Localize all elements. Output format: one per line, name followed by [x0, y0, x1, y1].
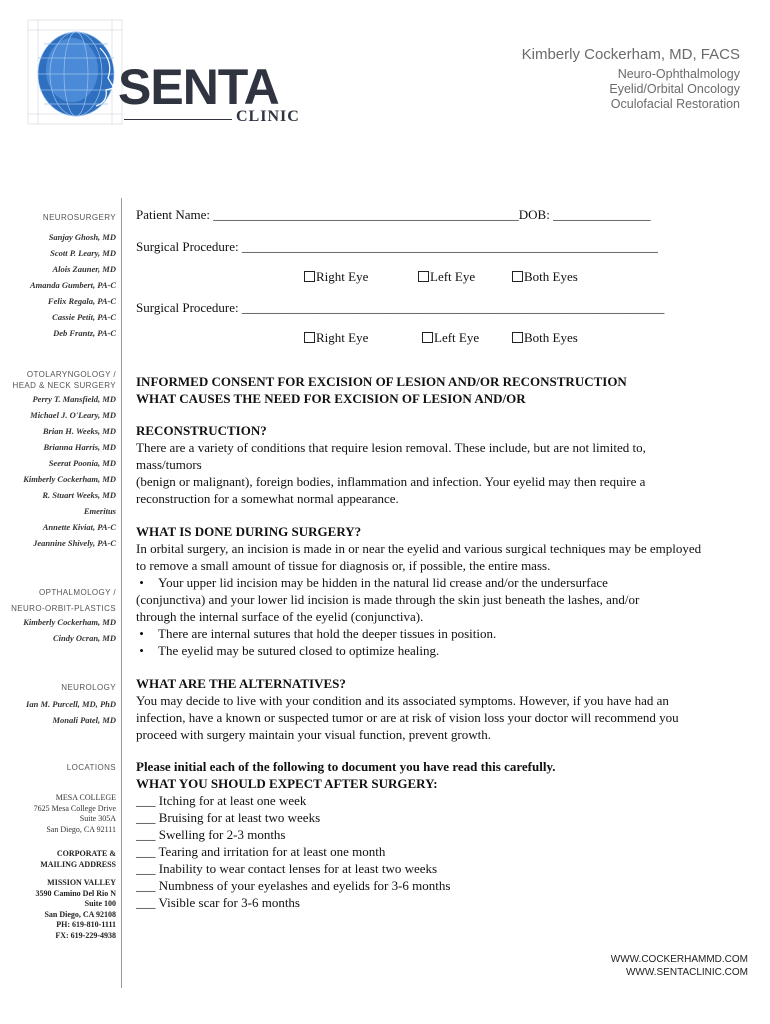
initial-item[interactable]: ___ Itching for at least one week	[136, 793, 307, 808]
staff-name: Annette Kiviat, PA-C	[42, 522, 116, 532]
staff-name: Emeritus	[83, 506, 116, 516]
checkbox-icon	[512, 332, 523, 343]
eye-selection-2	[136, 329, 746, 349]
initial-item[interactable]: ___ Tearing and irritation for at least one month	[136, 844, 386, 859]
paragraph: through the internal surface of the eyelid (conjunctiva).	[136, 609, 424, 624]
paragraph: In orbital surgery, an incision is made in or near the eyelid and various surgical techniques may be employed	[136, 541, 702, 556]
staff-name: Monali Patel, MD	[52, 715, 116, 725]
initial-item[interactable]: ___ Visible scar for 3-6 months	[136, 895, 300, 910]
doctor-info	[522, 46, 740, 112]
dept-heading: OPTHALMOLOGY /	[38, 588, 116, 597]
initial-item[interactable]: ___ Swelling for 2-3 months	[136, 827, 286, 842]
section-heading: WHAT CAUSES THE NEED FOR EXCISION OF LESION AND/OR	[136, 391, 526, 406]
initial-item[interactable]: ___ Bruising for at least two weeks	[136, 810, 321, 825]
checkbox-label: Both Eyes	[524, 269, 578, 284]
address-line: San Diego, CA 92108	[44, 909, 116, 919]
brand-subtitle: CLINIC	[236, 108, 300, 125]
checkbox-label: Right Eye	[316, 330, 369, 345]
checkbox-label: Right Eye	[316, 269, 369, 284]
checkbox-label: Both Eyes	[524, 330, 578, 345]
dept-heading: NEUROSURGERY	[42, 213, 116, 222]
fax-number: FX: 619-229-4938	[55, 930, 116, 940]
address-line: Suite 100	[84, 899, 116, 908]
sidebar-divider	[121, 198, 122, 988]
address-line: Suite 305A	[79, 814, 116, 823]
address-line: San Diego, CA 92111	[46, 824, 116, 834]
dept-heading: HEAD & NECK SURGERY	[12, 381, 116, 390]
staff-name: Kimberly Cockerham, MD	[23, 617, 116, 627]
dept-heading: NEURO-ORBIT-PLASTICS	[11, 604, 116, 613]
bullet-item: • Your upper lid incision may be hidden in the natural lid crease and/or the undersurface	[136, 575, 608, 590]
staff-name: Perry T. Mansfield, MD	[32, 394, 116, 404]
dept-heading: NEUROLOGY	[61, 683, 116, 692]
staff-sidebar	[0, 212, 116, 941]
section-heading: WHAT YOU SHOULD EXPECT AFTER SURGERY:	[136, 776, 438, 791]
website-link[interactable]: WWW.COCKERHAMMD.COM	[610, 954, 748, 965]
checkbox-icon	[418, 271, 429, 282]
staff-name: Jeannine Shively, PA-C	[33, 538, 116, 548]
instruction-heading: Please initial each of the following to document you have read this carefully.	[136, 759, 556, 774]
patient-name-dob-field[interactable]: Patient Name: _______________________________________________DOB: _______________	[136, 207, 651, 222]
paragraph: to remove a small amount of tissue for diagnosis or, if possible, the entire mass.	[136, 558, 551, 573]
checkbox-icon	[304, 332, 315, 343]
location-title: MESA COLLEGE	[55, 793, 116, 802]
paragraph: proceed with surgery maintain your visual function, prevent growth.	[136, 727, 492, 742]
eye-selection-1	[136, 268, 746, 288]
surgical-procedure-field-1[interactable]: Surgical Procedure: ________________________________________________________________	[136, 239, 658, 254]
both-eyes-checkbox-2[interactable]	[512, 329, 578, 346]
paragraph: There are a variety of conditions that require lesion removal. These include, but are not limited to,	[136, 440, 646, 455]
address-line: 3590 Camino Del Rio N	[35, 888, 116, 898]
bullet-item: • The eyelid may be sutured closed to optimize healing.	[136, 643, 440, 658]
left-eye-checkbox-2[interactable]	[422, 329, 479, 346]
checkbox-label: Left Eye	[434, 330, 480, 345]
staff-name: Amanda Gumbert, PA-C	[29, 280, 116, 290]
phone-number: PH: 619-810-1111	[56, 920, 116, 929]
consent-form	[136, 206, 746, 911]
checkbox-label: Left Eye	[430, 269, 476, 284]
right-eye-checkbox-2[interactable]	[304, 329, 368, 346]
location-title: MAILING ADDRESS	[40, 859, 116, 869]
both-eyes-checkbox-1[interactable]	[512, 268, 578, 285]
paragraph: mass/tumors	[136, 457, 202, 472]
doctor-name: Kimberly Cockerham, MD, FACS	[521, 46, 740, 63]
staff-name: Felix Regala, PA-C	[47, 296, 116, 306]
head-globe-icon	[22, 18, 132, 128]
paragraph: reconstruction for a somewhat normal appearance.	[136, 491, 399, 506]
website-link[interactable]: WWW.SENTACLINIC.COM	[625, 967, 748, 978]
staff-name: Sanjay Ghosh, MD	[48, 232, 116, 242]
staff-name: Ian M. Purcell, MD, PhD	[26, 699, 116, 709]
dept-heading: OTOLARYNGOLOGY /	[26, 370, 116, 379]
staff-name: Kimberly Cockerham, MD	[23, 474, 116, 484]
staff-name: Brian H. Weeks, MD	[42, 426, 116, 436]
staff-name: Brianna Harris, MD	[43, 442, 116, 452]
paragraph: (conjunctiva) and your lower lid incision is made through the skin just beneath the lashes, and/or	[136, 592, 640, 607]
section-heading: WHAT IS DONE DURING SURGERY?	[136, 524, 362, 539]
brand-divider	[124, 119, 232, 120]
section-heading: RECONSTRUCTION?	[136, 423, 267, 438]
right-eye-checkbox-1[interactable]	[304, 268, 368, 285]
location-title: MISSION VALLEY	[47, 878, 116, 887]
staff-name: Deb Frantz, PA-C	[53, 328, 116, 338]
paragraph: You may decide to live with your condition and its associated symptoms. However, if you have had an	[136, 693, 669, 708]
paragraph: (benign or malignant), foreign bodies, inflammation and infection. Your eyelid may then require a	[136, 474, 646, 489]
senta-logo	[22, 18, 300, 128]
address-line: 7625 Mesa College Drive	[33, 803, 116, 813]
initial-item[interactable]: ___ Numbness of your eyelashes and eyelids for 3-6 months	[136, 878, 451, 893]
location-title: CORPORATE &	[56, 849, 116, 858]
checkbox-icon	[304, 271, 315, 282]
specialty: Oculofacial Restoration	[610, 97, 740, 111]
section-heading: WHAT ARE THE ALTERNATIVES?	[136, 676, 346, 691]
staff-name: Seerat Poonia, MD	[48, 458, 116, 468]
checkbox-icon	[512, 271, 523, 282]
brand-name: SENTA	[118, 59, 279, 115]
footer	[611, 953, 748, 979]
locations-heading: LOCATIONS	[66, 763, 116, 772]
consent-title: INFORMED CONSENT FOR EXCISION OF LESION AND/OR RECONSTRUCTION	[136, 374, 627, 389]
paragraph: infection, have a known or suspected tumor or are at risk of vision loss your doctor will recommend you	[136, 710, 679, 725]
staff-name: Scott P. Leary, MD	[50, 248, 116, 258]
bullet-item: • There are internal sutures that hold the deeper tissues in position.	[136, 626, 497, 641]
initial-item[interactable]: ___ Inability to wear contact lenses for at least two weeks	[136, 861, 438, 876]
staff-name: R. Stuart Weeks, MD	[42, 490, 116, 500]
staff-name: Alois Zauner, MD	[52, 264, 116, 274]
staff-name: Cindy Ocran, MD	[52, 633, 116, 643]
staff-name: Michael J. O'Leary, MD	[30, 410, 116, 420]
staff-name: Cassie Petit, PA-C	[52, 312, 116, 322]
specialty: Eyelid/Orbital Oncology	[609, 82, 740, 96]
surgical-procedure-field-2[interactable]: Surgical Procedure: _________________________________________________________________	[136, 300, 665, 315]
left-eye-checkbox-1[interactable]	[418, 268, 475, 285]
checkbox-icon	[422, 332, 433, 343]
specialty: Neuro-Ophthalmology	[617, 67, 740, 81]
